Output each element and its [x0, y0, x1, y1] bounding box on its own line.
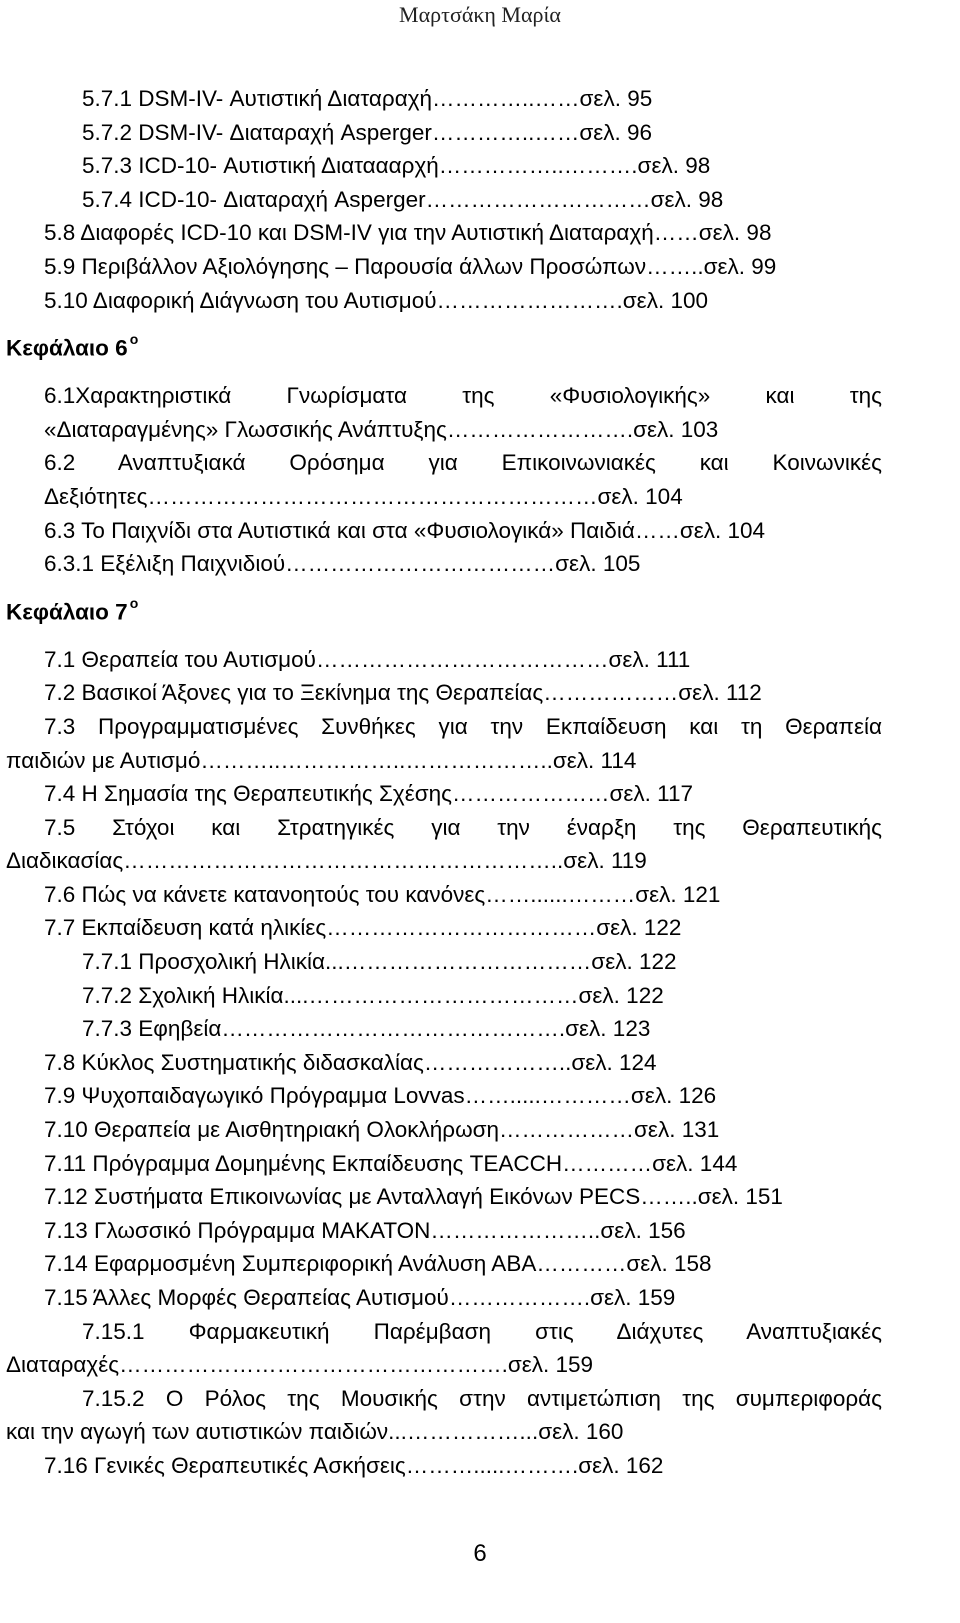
toc-entry-6-2-line1: 6.2 Αναπτυξιακά Ορόσημα για Επικοινωνιακές και Κοινωνικές [44, 450, 882, 476]
toc-entry-7-15-1-line1: 7.15.1 Φαρμακευτική Παρέμβαση στις Διάχυτες Αναπτυξιακές [82, 1318, 882, 1344]
toc-entry-6-2-line2: Δεξιότητες……………………………………………………σελ. 104 [44, 483, 683, 509]
toc-entry-5-8: 5.8 Διαφορές ICD-10 και DSM-IV για την Αυτιστική Διαταραχή……σελ. 98 [44, 220, 772, 246]
toc-entry-5-7-4: 5.7.4 ICD-10- Διαταραχή Asperger…………………………σελ. 98 [82, 186, 724, 212]
page-number: 6 [473, 1540, 487, 1567]
chapter-7-label: Κεφάλαιο 7 [6, 599, 128, 625]
toc-entry-6-3: 6.3 Το Παιχνίδι στα Αυτιστικά και στα «Φυσιολογικά» Παιδιά……σελ. 104 [44, 517, 766, 543]
toc-entry-7-15-1-line2: Διαταραχές…………………………………………….σελ. 159 [6, 1352, 594, 1378]
toc-entry-7-8: 7.8 Κύκλος Συστηματικής διδασκαλίας………………..σελ. 124 [44, 1049, 657, 1075]
toc-entry-7-2: 7.2 Βασικοί Άξονες για το Ξεκίνημα της Θεραπείας………………σελ. 112 [44, 680, 762, 706]
chapter-6-heading [6, 327, 882, 361]
toc-entry-7-14: 7.14 Εφαρμοσμένη Συμπεριφορική Ανάλυση ΑΒΑ…………σελ. 158 [44, 1251, 712, 1277]
toc-entry-7-1: 7.1 Θεραπεία του Αυτισμού…………………………………σελ. 111 [44, 646, 691, 672]
toc-entry-7-3-line2: παιδιών με Αυτισμό………..……………..………………..σελ. 114 [6, 747, 637, 773]
toc-entry-7-12: 7.12 Συστήματα Επικοινωνίας με Ανταλλαγή Εικόνων PECS……..σελ. 151 [44, 1184, 783, 1210]
toc-entry-7-13: 7.13 Γλωσσικό Πρόγραμμα ΜΑΚΑΤΟΝ…………………..σελ. 156 [44, 1217, 686, 1243]
page-header-author: Μαρτσάκη Μαρία [399, 2, 561, 27]
toc-entry-6-3-1: 6.3.1 Εξέλιξη Παιχνιδιού………………………………σελ. 105 [44, 551, 641, 577]
toc-entry-7-7: 7.7 Εκπαίδευση κατά ηλικίες………………………………σελ. 122 [44, 915, 682, 941]
table-of-contents [6, 82, 882, 1483]
toc-entry-5-7-2: 5.7.2 DSM-IV- Διαταραχή Asperger…………..……σελ. 96 [82, 119, 653, 145]
chapter-7-heading [6, 591, 882, 625]
toc-entry-6-1-line2: «Διαταραγμένης» Γλωσσικής Ανάπτυξης…………………….σελ. 103 [44, 416, 719, 442]
toc-entry-7-16: 7.16 Γενικές Θεραπευτικές Ασκήσεις……….....……….σελ. 162 [44, 1452, 664, 1478]
chapter-6-label: Κεφάλαιο 6 [6, 335, 128, 361]
toc-entry-7-4: 7.4 Η Σημασία της Θεραπευτικής Σχέσης…………………σελ. 117 [44, 781, 694, 807]
toc-entry-7-15-2-line2: και την αγωγή των αυτιστικών παιδιών...……………...σελ. 160 [6, 1419, 624, 1445]
toc-entry-7-3-line1: 7.3 Προγραμματισμένες Συνθήκες για την Εκπαίδευση και τη Θεραπεία [44, 713, 882, 739]
toc-entry-5-10: 5.10 Διαφορική Διάγνωση του Αυτισμού…………………….σελ. 100 [44, 287, 708, 313]
toc-entry-5-7-3: 5.7.3 ICD-10- Αυτιστική Διαταααρχή……………..……….σελ. 98 [82, 153, 711, 179]
toc-entry-7-5-line2: Διαδικασίας…………………………………………………..σελ. 119 [6, 848, 647, 874]
toc-entry-7-5-line1: 7.5 Στόχοι και Στρατηγικές για την έναρξη της Θεραπευτικής [44, 814, 882, 840]
chapter-6-superscript: ο [129, 331, 139, 348]
toc-entry-7-10: 7.10 Θεραπεία με Αισθητηριακή Ολοκλήρωση………………σελ. 131 [44, 1117, 720, 1143]
toc-entry-5-7-1: 5.7.1 DSM-IV- Αυτιστική Διαταραχή…………..……σελ. 95 [82, 86, 653, 111]
toc-entry-7-9: 7.9 Ψυχοπαιδαγωγικό Πρόγραμμα Lovvas…….....…………σελ. 126 [44, 1083, 717, 1109]
toc-entry-5-9: 5.9 Περιβάλλον Αξιολόγησης – Παρουσία άλλων Προσώπων……..σελ. 99 [44, 253, 777, 279]
toc-entry-7-7-3: 7.7.3 Εφηβεία……………………………………….σελ. 123 [82, 1016, 651, 1042]
chapter-7-superscript: ο [129, 594, 139, 611]
toc-entry-6-1-line1: 6.1Χαρακτηριστικά Γνωρίσματα της «Φυσιολογικής» και της [44, 383, 882, 409]
toc-entry-7-6: 7.6 Πώς να κάνετε κατανοητούς του κανόνες……......………σελ. 121 [44, 881, 721, 907]
toc-entry-7-11: 7.11 Πρόγραμμα Δομημένης Εκπαίδευσης TEACCH…………σελ. 144 [44, 1150, 738, 1176]
toc-entry-7-15: 7.15 Άλλες Μορφές Θεραπείας Αυτισμού……………….σελ. 159 [44, 1285, 676, 1310]
toc-entry-7-7-1: 7.7.1 Προσχολική Ηλικία...……………………………σελ. 122 [82, 949, 677, 975]
toc-entry-7-7-2: 7.7.2 Σχολική Ηλικία....………………………………σελ. 122 [82, 982, 664, 1008]
toc-entry-7-15-2-line1: 7.15.2 Ο Ρόλος της Μουσικής στην αντιμετώπιση της συμπεριφοράς [82, 1385, 882, 1411]
